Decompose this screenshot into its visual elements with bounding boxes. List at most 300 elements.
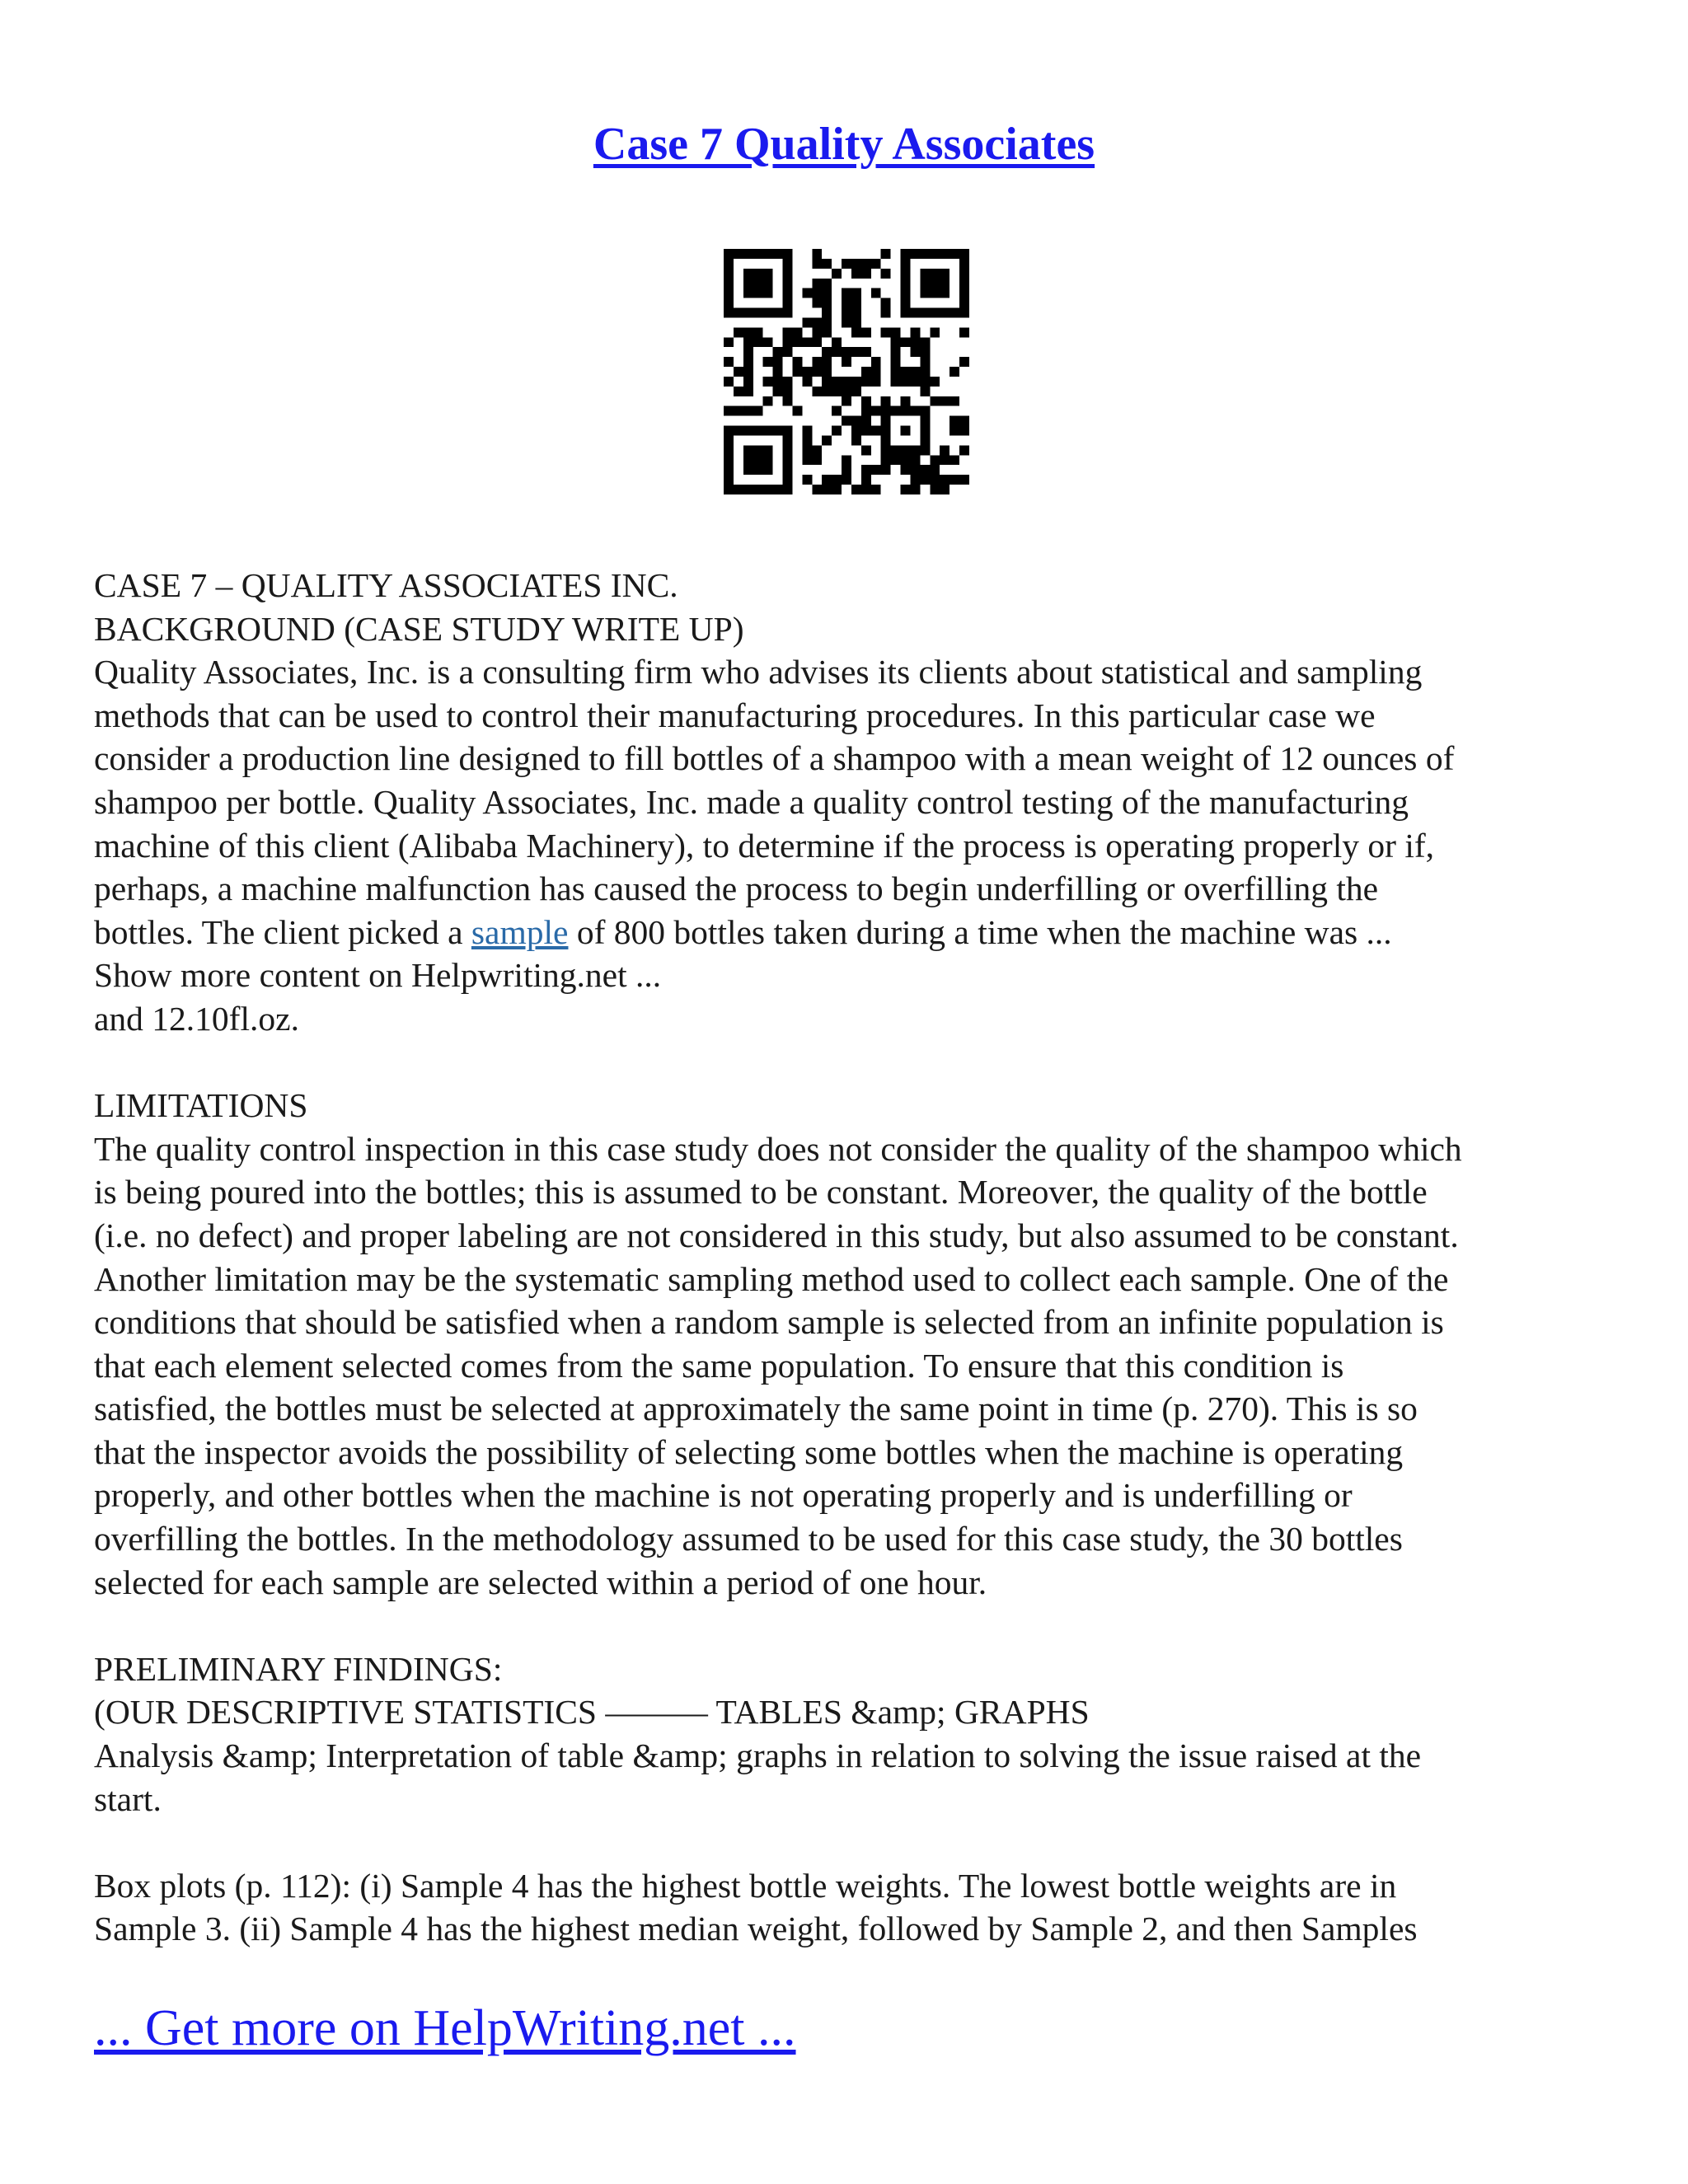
qr-module bbox=[959, 269, 969, 279]
qr-module bbox=[842, 288, 851, 298]
qr-module bbox=[812, 279, 822, 288]
qr-module bbox=[901, 406, 911, 416]
qr-module bbox=[773, 308, 783, 318]
qr-module bbox=[930, 288, 940, 298]
qr-module bbox=[910, 445, 920, 455]
qr-module bbox=[930, 455, 940, 465]
limitations-line: that each element selected comes from the same population. To ensure that this condition is bbox=[94, 1346, 1344, 1385]
qr-module bbox=[851, 288, 861, 298]
qr-module bbox=[724, 475, 734, 485]
qr-module bbox=[753, 426, 763, 436]
qr-module bbox=[920, 249, 930, 259]
qr-module bbox=[812, 367, 822, 377]
qr-module bbox=[950, 367, 959, 377]
qr-module bbox=[851, 485, 861, 494]
qr-module bbox=[783, 269, 793, 279]
qr-module bbox=[832, 406, 842, 416]
qr-module bbox=[881, 416, 891, 426]
qr-module bbox=[871, 357, 881, 367]
qr-module bbox=[851, 377, 861, 387]
qr-module bbox=[959, 308, 969, 318]
qr-module bbox=[763, 357, 773, 367]
paragraph-gap bbox=[94, 1041, 1594, 1085]
qr-module bbox=[802, 475, 812, 485]
qr-module bbox=[743, 269, 753, 279]
qr-module bbox=[940, 288, 950, 298]
qr-module bbox=[802, 367, 812, 377]
document-body bbox=[94, 564, 1594, 1951]
boxplot-line: Box plots (p. 112): (i) Sample 4 has the highest bottle weights. The lowest bottle weights are in bbox=[94, 1866, 1397, 1905]
qr-module bbox=[743, 249, 753, 259]
background-text-before-link: bottles. The client picked a bbox=[94, 912, 471, 951]
qr-module bbox=[920, 288, 930, 298]
qr-module bbox=[851, 327, 861, 337]
limitations-line: satisfied, the bottles must be selected at approximately the same point in time (p. 270). This is so bbox=[94, 1390, 1418, 1428]
qr-module bbox=[832, 387, 842, 396]
limitations-line: The quality control inspection in this case study does not consider the quality of the shampoo which bbox=[94, 1129, 1462, 1168]
qr-module bbox=[851, 347, 861, 357]
qr-module bbox=[842, 465, 851, 475]
qr-module bbox=[822, 347, 832, 357]
qr-module bbox=[743, 357, 753, 367]
qr-module bbox=[891, 357, 901, 367]
qr-module bbox=[812, 357, 822, 367]
qr-module bbox=[940, 249, 950, 259]
qr-module bbox=[763, 279, 773, 288]
qr-module bbox=[930, 396, 940, 406]
qr-module bbox=[842, 347, 851, 357]
qr-module bbox=[753, 279, 763, 288]
qr-module bbox=[724, 435, 734, 445]
qr-module bbox=[743, 485, 753, 494]
qr-module bbox=[734, 367, 743, 377]
qr-module bbox=[871, 259, 881, 269]
qr-module bbox=[832, 337, 842, 347]
get-more-link[interactable]: ... Get more on HelpWriting.net ... bbox=[94, 2000, 796, 2056]
qr-module bbox=[792, 357, 802, 367]
background-line: consider a production line designed to fill bottles of a shampoo with a mean weight of 12 ounces of bbox=[94, 739, 1455, 778]
qr-module bbox=[881, 249, 891, 259]
qr-module bbox=[920, 269, 930, 279]
qr-module bbox=[920, 416, 930, 426]
qr-module bbox=[783, 249, 793, 259]
qr-module bbox=[753, 465, 763, 475]
qr-module bbox=[920, 426, 930, 436]
qr-module bbox=[724, 337, 734, 347]
qr-module bbox=[881, 426, 891, 436]
qr-module bbox=[812, 249, 822, 259]
qr-module bbox=[734, 406, 743, 416]
qr-module bbox=[920, 465, 930, 475]
qr-module bbox=[783, 327, 793, 337]
qr-module bbox=[724, 445, 734, 455]
qr-module bbox=[940, 455, 950, 465]
paragraph-gap bbox=[94, 1604, 1594, 1647]
qr-module bbox=[743, 367, 753, 377]
limitations-line: selected for each sample are selected within a period of one hour. bbox=[94, 1563, 987, 1601]
qr-module bbox=[910, 347, 920, 357]
qr-module bbox=[901, 249, 911, 259]
qr-module bbox=[734, 387, 743, 396]
qr-module bbox=[753, 288, 763, 298]
qr-module bbox=[959, 288, 969, 298]
qr-module bbox=[812, 327, 822, 337]
findings-line: (OUR DESCRIPTIVE STATISTICS ——— TABLES &amp; GRAPHS bbox=[94, 1693, 1090, 1732]
qr-module bbox=[842, 357, 851, 367]
qr-module bbox=[950, 308, 959, 318]
qr-module bbox=[773, 485, 783, 494]
qr-module bbox=[959, 298, 969, 308]
qr-module bbox=[783, 475, 793, 485]
qr-module bbox=[842, 317, 851, 327]
title-link[interactable]: Case 7 Quality Associates bbox=[593, 119, 1095, 170]
qr-module bbox=[861, 367, 871, 377]
qr-module bbox=[881, 327, 891, 337]
qr-module bbox=[792, 337, 802, 347]
qr-module bbox=[734, 308, 743, 318]
qr-module bbox=[910, 308, 920, 318]
qr-module bbox=[891, 445, 901, 455]
qr-module bbox=[753, 269, 763, 279]
qr-module bbox=[842, 475, 851, 485]
qr-module bbox=[842, 298, 851, 308]
qr-module bbox=[783, 288, 793, 298]
qr-module bbox=[753, 406, 763, 416]
qr-module bbox=[901, 426, 911, 436]
qr-module bbox=[724, 259, 734, 269]
qr-module bbox=[950, 416, 959, 426]
sample-link[interactable]: sample bbox=[471, 912, 569, 951]
boxplot-line: Sample 3. (ii) Sample 4 has the highest median weight, followed by Sample 2, and then Samples bbox=[94, 1910, 1418, 1948]
qr-module bbox=[940, 269, 950, 279]
background-heading: BACKGROUND (CASE STUDY WRITE UP) bbox=[94, 609, 744, 648]
qr-module bbox=[812, 445, 822, 455]
qr-module bbox=[724, 377, 734, 387]
qr-module bbox=[783, 426, 793, 436]
qr-module bbox=[822, 259, 832, 269]
qr-module bbox=[763, 308, 773, 318]
qr-module bbox=[901, 279, 911, 288]
qr-module bbox=[871, 426, 881, 436]
qr-module bbox=[959, 279, 969, 288]
qr-module bbox=[783, 259, 793, 269]
qr-module bbox=[901, 269, 911, 279]
qr-module bbox=[734, 485, 743, 494]
qr-module bbox=[753, 455, 763, 465]
qr-module bbox=[743, 445, 753, 455]
qr-module bbox=[851, 269, 861, 279]
qr-module bbox=[743, 327, 753, 337]
qr-module bbox=[881, 396, 891, 406]
qr-module bbox=[851, 298, 861, 308]
qr-module bbox=[822, 298, 832, 308]
qr-module bbox=[842, 377, 851, 387]
qr-module bbox=[812, 455, 822, 465]
qr-module bbox=[763, 445, 773, 455]
qr-module bbox=[940, 279, 950, 288]
qr-module bbox=[832, 485, 842, 494]
qr-module bbox=[930, 475, 940, 485]
qr-module bbox=[959, 445, 969, 455]
qr-module bbox=[930, 465, 940, 475]
qr-module bbox=[959, 416, 969, 426]
page-title bbox=[0, 115, 1688, 173]
qr-module bbox=[910, 465, 920, 475]
qr-module bbox=[812, 387, 822, 396]
findings-line: start. bbox=[94, 1779, 162, 1818]
qr-module bbox=[773, 249, 783, 259]
qr-module bbox=[822, 387, 832, 396]
qr-module bbox=[822, 357, 832, 367]
limitations-line: properly, and other bottles when the machine is not operating properly and is underfilling or bbox=[94, 1476, 1353, 1515]
qr-module bbox=[901, 396, 911, 406]
qr-module bbox=[920, 347, 930, 357]
qr-module bbox=[743, 426, 753, 436]
qr-module bbox=[950, 396, 959, 406]
qr-module bbox=[842, 416, 851, 426]
limitations-line: is being poured into the bottles; this is assumed to be constant. Moreover, the quality of the bottle bbox=[94, 1173, 1428, 1212]
qr-module bbox=[920, 279, 930, 288]
qr-module bbox=[724, 406, 734, 416]
qr-module bbox=[910, 367, 920, 377]
qr-module bbox=[832, 475, 842, 485]
qr-module bbox=[901, 377, 911, 387]
qr-module bbox=[783, 485, 793, 494]
qr-module bbox=[842, 455, 851, 465]
qr-module bbox=[930, 269, 940, 279]
qr-module bbox=[910, 475, 920, 485]
qr-module bbox=[802, 435, 812, 445]
qr-module bbox=[940, 475, 950, 485]
qr-module bbox=[871, 288, 881, 298]
qr-module bbox=[881, 455, 891, 465]
show-more-text: Show more content on Helpwriting.net ... bbox=[94, 956, 662, 995]
qr-module bbox=[891, 347, 901, 357]
qr-module bbox=[910, 249, 920, 259]
qr-module bbox=[920, 357, 930, 367]
qr-module bbox=[753, 308, 763, 318]
qr-module bbox=[851, 317, 861, 327]
qr-module bbox=[812, 288, 822, 298]
qr-module bbox=[959, 249, 969, 259]
qr-module bbox=[783, 298, 793, 308]
qr-module bbox=[734, 327, 743, 337]
qr-module bbox=[930, 377, 940, 387]
qr-module bbox=[812, 485, 822, 494]
qr-module bbox=[724, 298, 734, 308]
qr-module bbox=[822, 317, 832, 327]
paragraph-gap bbox=[94, 1821, 1594, 1864]
qr-module bbox=[940, 308, 950, 318]
qr-module bbox=[763, 288, 773, 298]
qr-module bbox=[910, 327, 920, 337]
qr-module bbox=[734, 249, 743, 259]
qr-module bbox=[802, 377, 812, 387]
qr-module bbox=[891, 327, 901, 337]
qr-module bbox=[950, 455, 959, 465]
qr-module bbox=[930, 327, 940, 337]
qr-module bbox=[920, 367, 930, 377]
qr-module bbox=[792, 367, 802, 377]
qr-module bbox=[881, 298, 891, 308]
qr-module bbox=[861, 426, 871, 436]
qr-module bbox=[920, 406, 930, 416]
qr-module bbox=[743, 279, 753, 288]
qr-module bbox=[901, 465, 911, 475]
qr-module bbox=[881, 445, 891, 455]
qr-module bbox=[910, 455, 920, 465]
qr-module bbox=[724, 269, 734, 279]
background-line: shampoo per bottle. Quality Associates, Inc. made a quality control testing of the manufacturing bbox=[94, 782, 1409, 821]
qr-module bbox=[920, 337, 930, 347]
qr-module bbox=[724, 426, 734, 436]
qr-module bbox=[959, 475, 969, 485]
qr-module bbox=[783, 279, 793, 288]
qr-module bbox=[881, 308, 891, 318]
qr-module bbox=[881, 435, 891, 445]
qr-module bbox=[851, 435, 861, 445]
qr-module bbox=[920, 435, 930, 445]
qr-module bbox=[891, 406, 901, 416]
qr-module bbox=[920, 445, 930, 455]
qr-module bbox=[901, 298, 911, 308]
qr-module bbox=[783, 465, 793, 475]
limitations-line: conditions that should be satisfied when a random sample is selected from an infinite population is bbox=[94, 1303, 1444, 1342]
qr-module bbox=[940, 485, 950, 494]
qr-module bbox=[861, 406, 871, 416]
qr-module bbox=[950, 426, 959, 436]
qr-module bbox=[743, 377, 753, 387]
qr-module bbox=[783, 377, 793, 387]
limitations-line: that the inspector avoids the possibility of selecting some bottles when the machine is operating bbox=[94, 1432, 1404, 1471]
qr-module bbox=[724, 288, 734, 298]
qr-module bbox=[763, 465, 773, 475]
qr-module bbox=[959, 357, 969, 367]
qr-module bbox=[812, 337, 822, 347]
qr-module bbox=[861, 327, 871, 337]
qr-module bbox=[901, 455, 911, 465]
qr-module bbox=[773, 387, 783, 396]
qr-module bbox=[861, 485, 871, 494]
background-text-after-link: of 800 bottles taken during a time when the machine was ... bbox=[568, 912, 1392, 951]
qr-module bbox=[950, 475, 959, 485]
background-line: methods that can be used to control their manufacturing procedures. In this particular case we bbox=[94, 696, 1376, 734]
qr-module bbox=[724, 249, 734, 259]
qr-module bbox=[724, 279, 734, 288]
background-line: perhaps, a machine malfunction has caused the process to begin underfilling or overfilling the bbox=[94, 869, 1379, 908]
qr-module bbox=[940, 396, 950, 406]
qr-module bbox=[901, 259, 911, 269]
qr-module bbox=[773, 347, 783, 357]
qr-module bbox=[822, 288, 832, 298]
qr-module bbox=[910, 485, 920, 494]
qr-module bbox=[861, 377, 871, 387]
qr-module bbox=[861, 347, 871, 357]
qr-module bbox=[910, 377, 920, 387]
qr-module bbox=[940, 445, 950, 455]
qr-module bbox=[851, 416, 861, 426]
qr-module bbox=[763, 396, 773, 406]
qr-module bbox=[861, 269, 871, 279]
qr-module bbox=[891, 337, 901, 347]
qr-module bbox=[930, 485, 940, 494]
qr-module bbox=[851, 259, 861, 269]
qr-module bbox=[763, 455, 773, 465]
qr-module bbox=[851, 426, 861, 436]
qr-module bbox=[763, 269, 773, 279]
qr-module bbox=[881, 406, 891, 416]
qr-module bbox=[802, 455, 812, 465]
qr-module bbox=[792, 406, 802, 416]
qr-module bbox=[822, 485, 832, 494]
qr-module bbox=[773, 357, 783, 367]
qr-module bbox=[871, 465, 881, 475]
background-line: machine of this client (Alibaba Machinery), to determine if the process is operating properly or if, bbox=[94, 826, 1435, 865]
qr-module bbox=[802, 317, 812, 327]
limitations-heading: LIMITATIONS bbox=[94, 1086, 308, 1125]
qr-module bbox=[930, 249, 940, 259]
qr-module bbox=[753, 327, 763, 337]
qr-module bbox=[910, 406, 920, 416]
qr-module bbox=[802, 288, 812, 298]
qr-module bbox=[950, 249, 959, 259]
qr-module bbox=[743, 465, 753, 475]
qr-module bbox=[802, 337, 812, 347]
qr-module bbox=[812, 317, 822, 327]
qr-module bbox=[822, 367, 832, 377]
qr-module bbox=[822, 279, 832, 288]
qr-module bbox=[822, 377, 832, 387]
qr-module bbox=[930, 279, 940, 288]
qr-module bbox=[861, 475, 871, 485]
qr-module bbox=[901, 367, 911, 377]
qr-module bbox=[724, 308, 734, 318]
qr-module bbox=[753, 485, 763, 494]
qr-module bbox=[763, 249, 773, 259]
qr-module bbox=[842, 259, 851, 269]
qr-module bbox=[832, 377, 842, 387]
qr-module bbox=[783, 347, 793, 357]
qr-module bbox=[861, 416, 871, 426]
qr-module bbox=[842, 308, 851, 318]
qr-module bbox=[871, 377, 881, 387]
qr-module bbox=[734, 426, 743, 436]
qr-module bbox=[871, 406, 881, 416]
qr-module bbox=[861, 445, 871, 455]
qr-module bbox=[959, 259, 969, 269]
qr-module bbox=[920, 475, 930, 485]
case-heading: CASE 7 – QUALITY ASSOCIATES INC. bbox=[94, 566, 678, 604]
qr-module bbox=[743, 288, 753, 298]
qr-module bbox=[901, 288, 911, 298]
qr-module bbox=[842, 396, 851, 406]
qr-module bbox=[822, 475, 832, 485]
qr-module bbox=[851, 308, 861, 318]
qr-module bbox=[891, 377, 901, 387]
qr-module bbox=[743, 455, 753, 465]
qr-module bbox=[753, 337, 763, 347]
qr-module bbox=[812, 298, 822, 308]
qr-module bbox=[783, 435, 793, 445]
qr-module bbox=[802, 445, 812, 455]
qr-module bbox=[832, 269, 842, 279]
qr-module bbox=[724, 455, 734, 465]
qr-module bbox=[901, 337, 911, 347]
qr-module bbox=[842, 387, 851, 396]
qr-module bbox=[763, 426, 773, 436]
qr-module bbox=[724, 465, 734, 475]
qr-module bbox=[783, 396, 793, 406]
